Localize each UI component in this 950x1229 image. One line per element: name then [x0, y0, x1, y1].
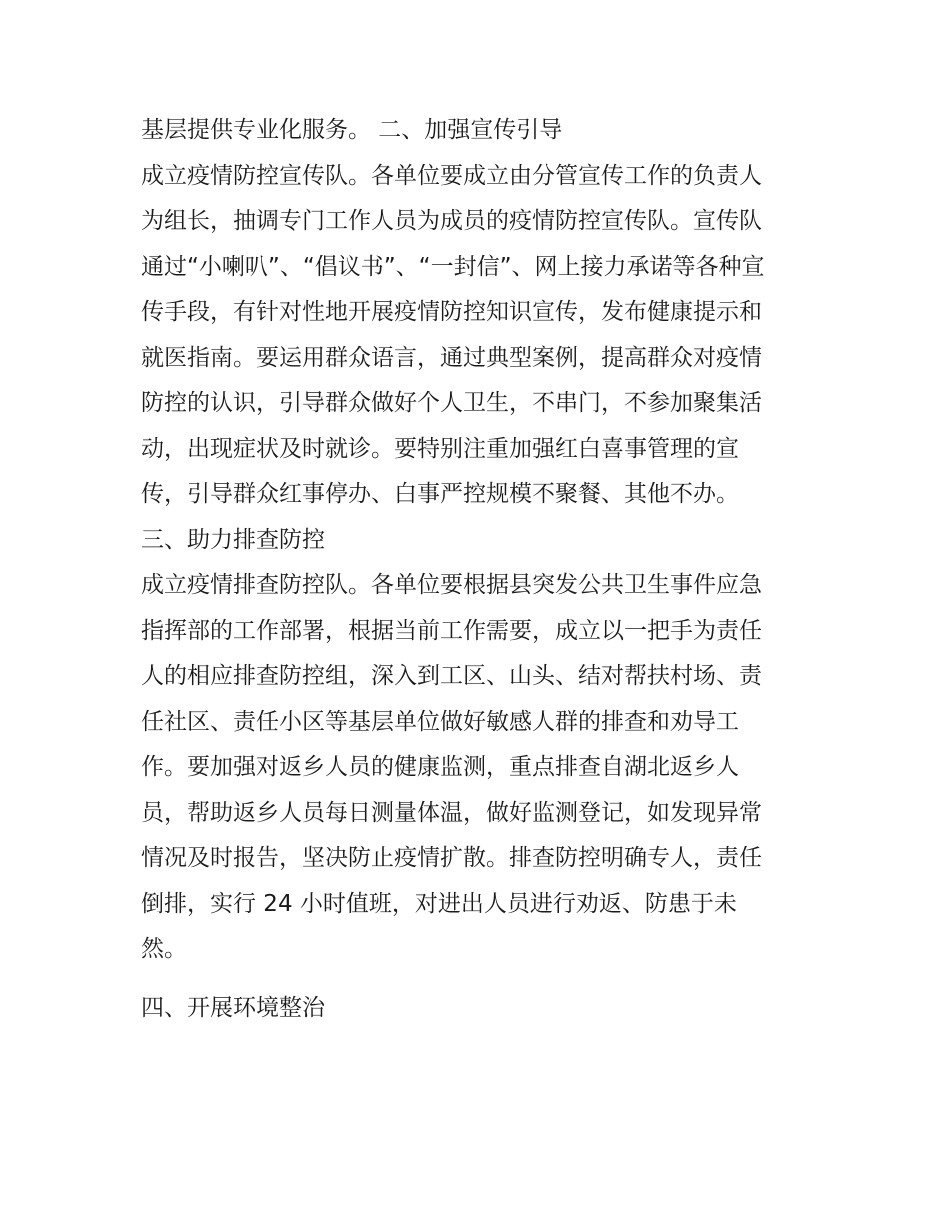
section-heading: 三、助力排查防控: [141, 526, 325, 553]
text-line: 作。要加强对返乡人员的健康监测，重点排查自湖北返乡人: [141, 754, 739, 780]
text-line: 为组长，抽调专门工作人员为成员的疫情防控宣传队。宣传队: [141, 208, 762, 234]
text-line: 人的相应排查防控组，深入到工区、山头、结对帮扶村场、责: [141, 663, 762, 689]
text-line: 基层提供专业化服务。 二、加强宣传引导: [141, 117, 563, 143]
text-line: 情况及时报告，坚决防止疫情扩散。排查防控明确专人，责任: [141, 845, 762, 871]
text-line: 就医指南。要运用群众语言，通过典型案例，提高群众对疫情: [141, 344, 762, 371]
document-body: [141, 108, 831, 1031]
text-line: 传，引导群众红事停办、白事严控规模不聚餐、其他不办。: [141, 481, 739, 507]
text-line: 防控的认识，引导群众做好个人卫生，不串门，不参加聚集活: [141, 390, 762, 416]
text-line: 员，帮助返乡人员每日测量体温，做好监测登记，如发现异常: [141, 799, 762, 826]
section-heading: 四、开展环境整治: [141, 994, 325, 1021]
text-line: 指挥部的工作部署，根据当前工作需要，成立以一把手为责任: [141, 617, 762, 644]
text-line: 通过“小喇叭”、“倡议书”、“一封信”、网上接力承诺等各种宣: [141, 253, 765, 280]
text-line: 倒排，实行 24 小时值班，对进出人员进行劝返、防患于未: [141, 890, 737, 917]
text-line: 然。: [141, 936, 187, 962]
text-line: 成立疫情防控宣传队。各单位要成立由分管宣传工作的负责人: [141, 162, 762, 189]
text-line: 动，出现症状及时就诊。要特别注重加强红白喜事管理的宣: [141, 435, 739, 462]
text-line: 任社区、责任小区等基层单位做好敏感人群的排查和劝导工: [141, 708, 739, 735]
text-line: 传手段，有针对性地开展疫情防控知识宣传，发布健康提示和: [141, 299, 762, 325]
text-line: 成立疫情排查防控队。各单位要根据县突发公共卫生事件应急: [141, 572, 762, 598]
